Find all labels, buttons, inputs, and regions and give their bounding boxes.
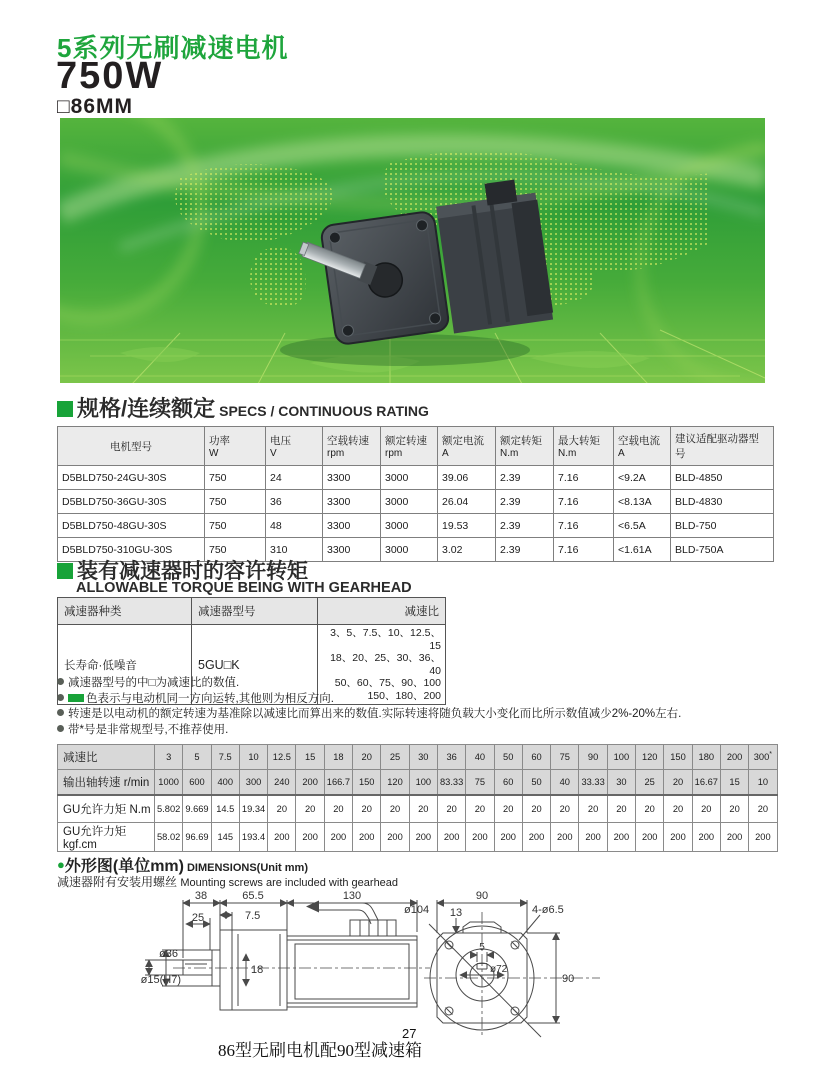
dimensions-note: 减速器附有安装用螺丝 Mounting screws are included with gearhead	[57, 875, 399, 889]
product-banner-image	[60, 118, 765, 383]
bullet-icon	[57, 709, 64, 716]
bullet-icon	[57, 678, 64, 685]
spec-cell: 2.39	[496, 538, 554, 562]
ratio-cell: 20	[607, 795, 635, 823]
gear-col-ratio: 减速比	[318, 598, 446, 625]
ratio-cell: 240	[268, 770, 296, 796]
spec-cell: BLD-4850	[671, 466, 774, 490]
spec-cell: 7.16	[554, 514, 614, 538]
spec-col-header: 电机型号	[58, 427, 205, 466]
ratio-cell: 166.7	[324, 770, 352, 796]
svg-text:130: 130	[342, 890, 362, 902]
ratio-cell: 16.67	[692, 770, 720, 796]
spec-cell: <9.2A	[614, 466, 671, 490]
spec-cell: 3000	[381, 490, 438, 514]
ratio-cell: 30	[607, 770, 635, 796]
ratio-cell: 96.69	[183, 823, 211, 852]
spec-cell: 26.04	[438, 490, 496, 514]
ratio-cell: 200	[692, 823, 720, 852]
ratio-cell: 3	[155, 745, 183, 770]
ratio-cell: 200	[409, 823, 437, 852]
spec-cell: <6.5A	[614, 514, 671, 538]
ratio-cell: 15	[720, 770, 748, 796]
ratio-cell: 200	[324, 823, 352, 852]
ratio-cell: 120	[381, 770, 409, 796]
gear-col-model: 减速器型号	[192, 598, 318, 625]
ratio-cell: 20	[324, 795, 352, 823]
svg-text:18: 18	[251, 964, 264, 976]
ratio-cell: 40	[551, 770, 579, 796]
footer-caption: 86型无刷电机配90型减速箱	[218, 1041, 422, 1060]
notes-list	[57, 676, 773, 738]
svg-text:ø15(H7): ø15(H7)	[140, 974, 181, 986]
ratio-cell: 20	[749, 795, 777, 823]
spec-col-header: 额定电流 A	[438, 427, 496, 466]
gear-model-cell: 5GU□K	[192, 625, 318, 705]
spec-cell: 3.02	[438, 538, 496, 562]
spec-cell: 48	[266, 514, 323, 538]
ratio-row	[58, 745, 778, 770]
ratio-cell: 10	[749, 770, 777, 796]
spec-cell: 3300	[323, 514, 381, 538]
svg-text:25: 25	[191, 912, 205, 924]
ratio-cell: 200	[522, 823, 550, 852]
ratio-cell: 18	[324, 745, 352, 770]
ratio-cell: 20	[692, 795, 720, 823]
svg-text:ø72: ø72	[490, 964, 508, 975]
ratio-cell: 60	[522, 745, 550, 770]
spec-cell: 3000	[381, 514, 438, 538]
ratio-cell: 150	[664, 745, 692, 770]
ratio-cell: 200	[296, 823, 324, 852]
spec-cell: D5BLD750-48GU-30S	[58, 514, 205, 538]
ratio-cell: 600	[183, 770, 211, 796]
spec-cell: 3300	[323, 538, 381, 562]
specs-title-en: SPECS / CONTINUOUS RATING	[219, 403, 429, 419]
spec-cell: BLD-750A	[671, 538, 774, 562]
ratio-cell: 1000	[155, 770, 183, 796]
ratio-cell: 30	[409, 745, 437, 770]
svg-text:13: 13	[449, 907, 463, 919]
gear-ratios-cell: 3、5、7.5、10、12.5、15 18、20、25、30、36、40 50、60、75、90、100 150、180、200	[318, 625, 446, 705]
ratio-cell: 200	[296, 770, 324, 796]
spec-cell: 750	[205, 514, 266, 538]
ratio-row-label: 减速比	[58, 745, 155, 770]
green-direction-swatch	[68, 694, 84, 702]
motor-top-block	[485, 180, 518, 206]
ratio-cell: 100	[607, 745, 635, 770]
ratio-cell: 33.33	[579, 770, 607, 796]
green-dot-icon: ●	[57, 857, 65, 872]
spec-cell: 750	[205, 466, 266, 490]
spec-cell: 3000	[381, 466, 438, 490]
spec-cell: 3300	[323, 490, 381, 514]
note-item: 转速是以电动机的额定转速为基准除以减速比而算出来的数值.实际转速将随负载大小变化而比所示数值减少2%-20%左右.	[57, 707, 773, 723]
ratio-cell: 58.02	[155, 823, 183, 852]
spec-cell: <1.61A	[614, 538, 671, 562]
ratio-cell: 36	[437, 745, 465, 770]
dimensions-title: ●外形图(单位mm) DIMENSIONS(Unit mm)	[57, 857, 308, 875]
ratio-cell: 200	[494, 823, 522, 852]
ratio-cell: 40	[466, 745, 494, 770]
spec-col-header: 最大转矩 N.m	[554, 427, 614, 466]
ratio-cell: 200	[749, 823, 777, 852]
ratio-cell: 75	[551, 745, 579, 770]
spec-cell: D5BLD750-36GU-30S	[58, 490, 205, 514]
ratio-cell: 20	[353, 795, 381, 823]
spec-cell: 24	[266, 466, 323, 490]
ratio-cell: 50	[494, 745, 522, 770]
green-square-icon	[57, 563, 73, 579]
ratio-cell: 19.34	[239, 795, 267, 823]
ratio-cell: 193.4	[239, 823, 267, 852]
spec-cell: <8.13A	[614, 490, 671, 514]
spec-header-row	[58, 427, 774, 466]
spec-cell: 310	[266, 538, 323, 562]
ratio-cell: 25	[636, 770, 664, 796]
ratio-cell: 200	[437, 823, 465, 852]
ratio-cell: 20	[720, 795, 748, 823]
bullet-icon	[57, 725, 64, 732]
ratio-row	[58, 795, 778, 823]
spec-row	[58, 490, 774, 514]
dimension-labels	[141, 890, 575, 986]
ratio-cell: 200	[664, 823, 692, 852]
spec-cell: 19.53	[438, 514, 496, 538]
svg-text:90: 90	[562, 973, 575, 985]
ratio-cell: 20	[437, 795, 465, 823]
spec-cell: D5BLD750-310GU-30S	[58, 538, 205, 562]
note-item: 带*号是非常规型号,不推荐使用.	[57, 723, 773, 739]
gearhead-title-cn: 装有减速器时的容许转矩	[77, 560, 308, 583]
ratio-cell: 300	[239, 770, 267, 796]
ratio-row-label: GU允许力矩 N.m	[58, 795, 155, 823]
spec-row	[58, 514, 774, 538]
ratio-cell: 75	[466, 770, 494, 796]
svg-text:4-ø6.5: 4-ø6.5	[532, 904, 564, 916]
spec-cell: 7.16	[554, 466, 614, 490]
bullet-icon	[57, 694, 64, 701]
specs-section-title	[57, 392, 429, 423]
spec-cell: 7.16	[554, 490, 614, 514]
spec-cell: 39.06	[438, 466, 496, 490]
ratio-cell: 200	[381, 823, 409, 852]
ratio-cell: 100	[409, 770, 437, 796]
ratio-row-label: GU允许力矩 kgf.cm	[58, 823, 155, 852]
ratio-cell: 20	[353, 745, 381, 770]
ratio-cell: 145	[211, 823, 239, 852]
ratio-cell: 7.5	[211, 745, 239, 770]
ratio-row-label: 输出轴转速 r/min	[58, 770, 155, 796]
ratio-cell: 50	[522, 770, 550, 796]
spec-cell: 2.39	[496, 490, 554, 514]
ratio-cell: 20	[664, 770, 692, 796]
spec-col-header: 建议适配驱动器型号	[671, 427, 774, 466]
note-item: 减速器型号的中□为减速比的数值.	[57, 676, 773, 692]
gear-col-type: 减速器种类	[58, 598, 192, 625]
spec-cell: 750	[205, 490, 266, 514]
ratio-cell: 20	[381, 795, 409, 823]
spec-col-header: 额定转矩 N.m	[496, 427, 554, 466]
note-item: 色表示与电动机同一方向运转,其他则为相反方向.	[57, 692, 773, 708]
spec-cell: 7.16	[554, 538, 614, 562]
svg-text:ø104: ø104	[404, 904, 430, 916]
ratio-cell: 20	[409, 795, 437, 823]
spec-col-header: 空载转速 rpm	[323, 427, 381, 466]
ratio-cell: 90	[579, 745, 607, 770]
spec-cell: 2.39	[496, 466, 554, 490]
svg-text:38: 38	[194, 890, 208, 902]
svg-text:ø36: ø36	[159, 948, 178, 960]
ratio-cell: 400	[211, 770, 239, 796]
series-title: 5系列无刷减速电机	[57, 33, 289, 63]
ratio-cell: 200	[607, 823, 635, 852]
svg-text:90: 90	[475, 890, 489, 902]
spec-cell: 36	[266, 490, 323, 514]
ratio-cell: 200	[720, 745, 748, 770]
ratio-cell: 12.5	[268, 745, 296, 770]
spec-cell: 2.39	[496, 514, 554, 538]
svg-text:7.5: 7.5	[245, 910, 261, 922]
ratio-cell: 200	[636, 823, 664, 852]
ratio-cell: 10	[239, 745, 267, 770]
ratio-cell: 180	[692, 745, 720, 770]
dimension-drawing	[0, 888, 820, 1040]
ratio-cell: 25	[381, 745, 409, 770]
spec-cell: D5BLD750-24GU-30S	[58, 466, 205, 490]
spec-cell: 750	[205, 538, 266, 562]
specs-title-cn: 规格/连续额定	[77, 396, 216, 421]
ratio-row	[58, 823, 778, 852]
gearhead-title-en: ALLOWABLE TORQUE BEING WITH GEARHEAD	[76, 580, 412, 596]
ratio-cell: 20	[636, 795, 664, 823]
ratio-cell: 120	[636, 745, 664, 770]
ratio-cell: 60	[494, 770, 522, 796]
spec-cell: BLD-4830	[671, 490, 774, 514]
ratio-cell: 9.669	[183, 795, 211, 823]
spec-col-header: 空载电流 A	[614, 427, 671, 466]
ratio-cell: 200	[353, 823, 381, 852]
spec-cell: BLD-750	[671, 514, 774, 538]
side-view	[145, 900, 430, 1010]
gearbox-front-plate	[320, 211, 450, 346]
ratio-cell: 150	[353, 770, 381, 796]
ratio-cell: 20	[579, 795, 607, 823]
gear-type-cell: 长寿命·低噪音	[58, 625, 192, 705]
ratio-row	[58, 770, 778, 796]
ratio-cell: 300*	[749, 745, 777, 770]
page-number: 27	[402, 1026, 417, 1041]
specs-table	[57, 426, 774, 562]
ratio-cell: 20	[296, 795, 324, 823]
ratio-cell: 20	[466, 795, 494, 823]
ratio-cell: 200	[551, 823, 579, 852]
power-title: 750W	[56, 55, 164, 97]
spec-col-header: 电压 V	[266, 427, 323, 466]
ratio-cell: 15	[296, 745, 324, 770]
ratio-cell: 20	[664, 795, 692, 823]
front-view	[424, 900, 600, 1038]
ratio-cell: 14.5	[211, 795, 239, 823]
ratio-cell: 200	[720, 823, 748, 852]
ratio-cell: 200	[268, 823, 296, 852]
spec-col-header: 功率 W	[205, 427, 266, 466]
spec-cell: 3300	[323, 466, 381, 490]
ratio-cell: 5.802	[155, 795, 183, 823]
ratio-cell: 20	[494, 795, 522, 823]
ratio-cell: 20	[522, 795, 550, 823]
ratio-cell: 20	[551, 795, 579, 823]
spec-cell: 3000	[381, 538, 438, 562]
svg-text:65.5: 65.5	[242, 890, 264, 902]
svg-text:5: 5	[479, 942, 485, 953]
ratio-torque-table	[57, 744, 778, 852]
green-square-icon	[57, 401, 73, 417]
ratio-cell: 200	[579, 823, 607, 852]
spec-col-header: 额定转速 rpm	[381, 427, 438, 466]
ratio-cell: 20	[268, 795, 296, 823]
ratio-cell: 200	[466, 823, 494, 852]
ratio-cell: 5	[183, 745, 211, 770]
ratio-cell: 83.33	[437, 770, 465, 796]
spec-row	[58, 466, 774, 490]
frame-size-title: □86MM	[57, 95, 134, 118]
